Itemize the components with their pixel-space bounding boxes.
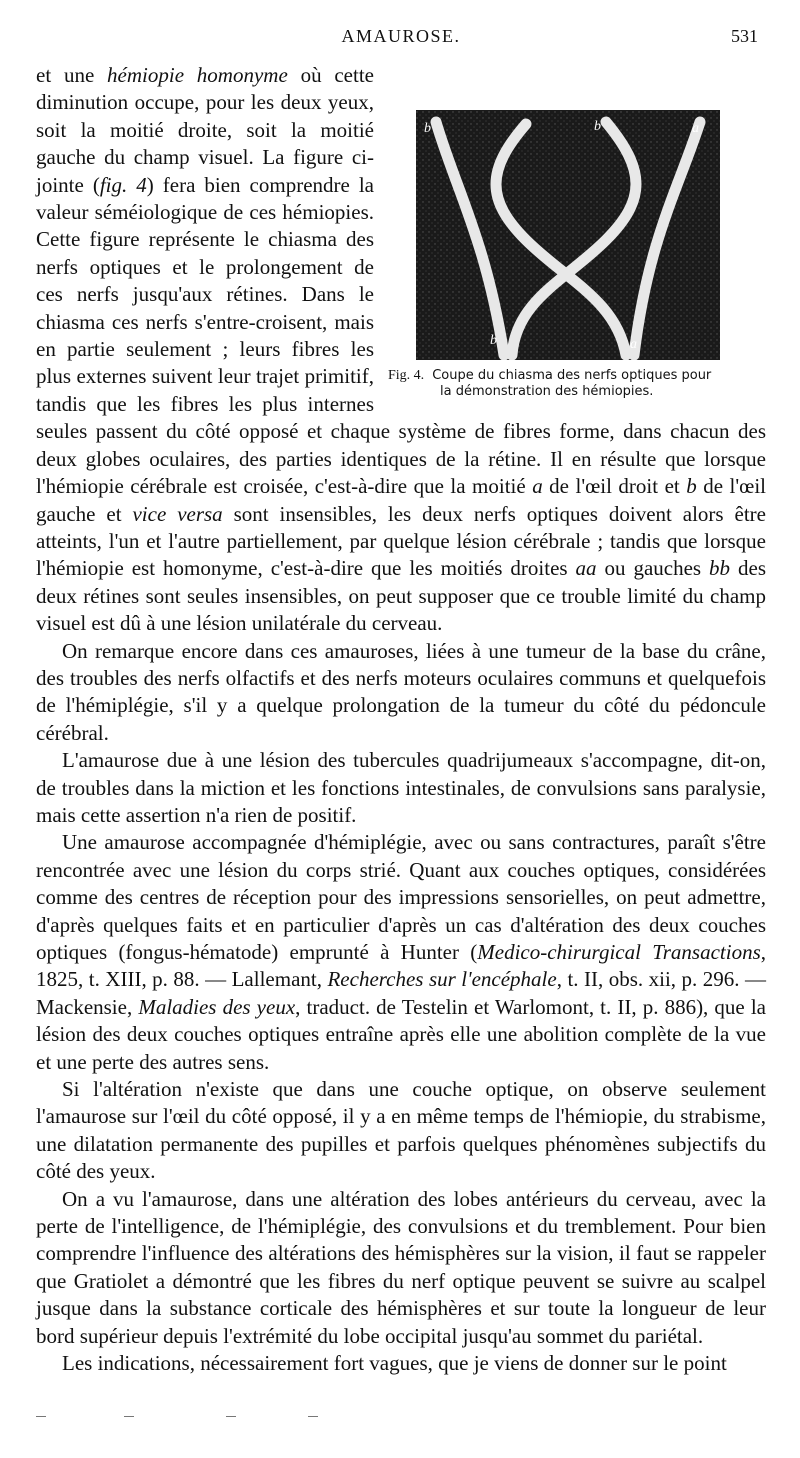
- body-text: [36, 62, 766, 1378]
- letter-a-bottom: a: [630, 337, 637, 352]
- caption-line-2: la démonstration des hémiopies.: [440, 384, 654, 399]
- citation-title: Medico-chirurgical Transactions: [477, 940, 761, 964]
- paragraph-5: Si l'altération n'existe que dans une couche optique, on observe seulement l'amaurose sur l'œil du côté opposé, il y a en même temps de l'hémiopie, du strabisme, une dilatation permanente des pupilles et parfois quelques phénomènes subjectifs du côté des yeux.: [36, 1077, 766, 1184]
- italic-letter: bb: [709, 556, 731, 581]
- italic-letter: aa: [575, 556, 597, 581]
- letter-a-top: a: [692, 121, 699, 136]
- page-number: 531: [731, 26, 758, 46]
- figure-reference: fig. 4: [99, 172, 147, 197]
- text-run: de l'œil droit et: [542, 474, 687, 499]
- letter-b-bottom: b: [490, 333, 497, 348]
- text-run: Une amaurose accompagnée d'hémiplégie, avec ou sans contractures, paraît s'être rencontrée avec une lésion du corps strié. Quant aux couches optiques, considérées comme des centres de réception pour des impressions sensorielles, on peut admettre, d'après quelques faits et en particulier d'après un cas d'altération des deux couches optiques (fongus-hématode) emprunté à Hunter (: [36, 830, 766, 964]
- chiasma-illustration: [416, 110, 720, 360]
- page-header: [36, 26, 766, 56]
- text-run: de l'œil gauche et: [36, 474, 766, 526]
- italic-letter: a: [532, 474, 543, 499]
- text-run: , t. II, obs. xii, p. 296. — Mackensie,: [36, 967, 766, 1019]
- figure-background: [416, 110, 720, 360]
- letter-b-top-left: b: [424, 121, 431, 136]
- text-run: , traduct. de Testelin et Warlomont, t. II, p. 886), que la lésion des deux couches optiques entraîne après elle une abolition complète de la vue et une perte des autres sens.: [36, 994, 766, 1074]
- running-title: AMAUROSE.: [341, 26, 461, 46]
- footer-dash: [308, 1416, 318, 1417]
- figure-label: Fig. 4.: [388, 368, 425, 383]
- text-run: ) fera bien comprendre la valeur séméiologique de ces hémiopies. Cette figure représente le chiasma des nerfs optiques et le prolongement de ces nerfs jusqu'aux rétines. Dans le chiasma ces nerfs s'entre-croisent, mais en partie seulement ; leurs fibres les plus externes suivent leur trajet primitif, tandis que les fibres les plus internes seules passent du côté opposé et chaque système de fibres forme, dans chacun des deux globes oculaires, des parties identiques de la rétine. Il en résulte que lorsque l'hémiopie cérébrale est croisée, c'est-à-dire que la moitié: [36, 172, 766, 499]
- text-run: ou gauches: [596, 556, 710, 581]
- optic-chiasma-drawing: [416, 110, 720, 360]
- text-run: où cette diminution occupe, pour les deux yeux, soit la moitié droite, soit la moitié gauche du champ visuel. La figure ci-jointe (: [36, 63, 374, 197]
- paragraph-3: L'amaurose due à une lésion des tubercules quadrijumeaux s'accompagne, dit-on, de troubles dans la miction et les fonctions intestinales, de convulsions sans paralysie, mais cette assertion n'a rien de positif.: [36, 748, 766, 827]
- paragraph-2: On remarque encore dans ces amauroses, liées à une tumeur de la base du crâne, des troubles des nerfs olfactifs et des nerfs moteurs oculaires communs et quelquefois de l'hémiplégie, s'il y a quelque prolongation de la tumeur du côté du pédoncule cérébral.: [36, 638, 766, 745]
- paragraph-6: On a vu l'amaurose, dans une altération des lobes antérieurs du cerveau, avec la perte de l'intelligence, de l'hémiplégie, des convulsions et du tremblement. Pour bien comprendre l'influence des altérations des hémisphères sur la vision, il faut se rappeler que Gratiolet a démontré que les fibres du nerf optique peuvent se suivre au scalpel jusque dans la substance corticale des hémisphères et sur toute la longueur de leur bord supérieur depuis l'extrémité du lobe occipital jusqu'au sommet du pariétal.: [36, 1186, 766, 1348]
- text-run: , 1825, t. XIII, p. 88. — Lallemant,: [36, 940, 766, 992]
- citation-title: Recherches sur l'encéphale: [327, 967, 557, 992]
- footer-dash: [124, 1416, 134, 1417]
- figure-caption: [388, 368, 766, 400]
- text-run: des deux rétines sont seules insensibles, on peut supposer que ce trouble limité du champ visuel est dû à une lésion unilatérale du cerveau.: [36, 556, 766, 636]
- footer-dash: [36, 1416, 46, 1417]
- letter-b-top-right: b: [594, 119, 601, 134]
- paragraph-4: [36, 829, 766, 1076]
- paragraph-7: Les indications, nécessairement fort vagues, que je viens de donner sur le point: [62, 1351, 727, 1376]
- italic-term: hémiopie homonyme: [107, 63, 288, 87]
- text-run: et une: [36, 63, 108, 87]
- text-run: sont insensibles, les deux nerfs optiques doivent alors être atteints, l'un et l'autre partiellement, par quelque lésion cérébrale ; tandis que lorsque l'hémiopie est homonyme, c'est-à-dire que les moitiés droites: [36, 501, 766, 581]
- citation-title: Maladies des yeux: [138, 994, 296, 1019]
- italic-letter: b: [686, 474, 697, 499]
- footer-dash: [226, 1416, 236, 1417]
- footer-marks: [36, 1410, 366, 1422]
- caption-line-1: Coupe du chiasma des nerfs optiques pour: [432, 368, 712, 383]
- figure-4: [388, 62, 766, 400]
- italic-term: vice versa: [132, 501, 223, 526]
